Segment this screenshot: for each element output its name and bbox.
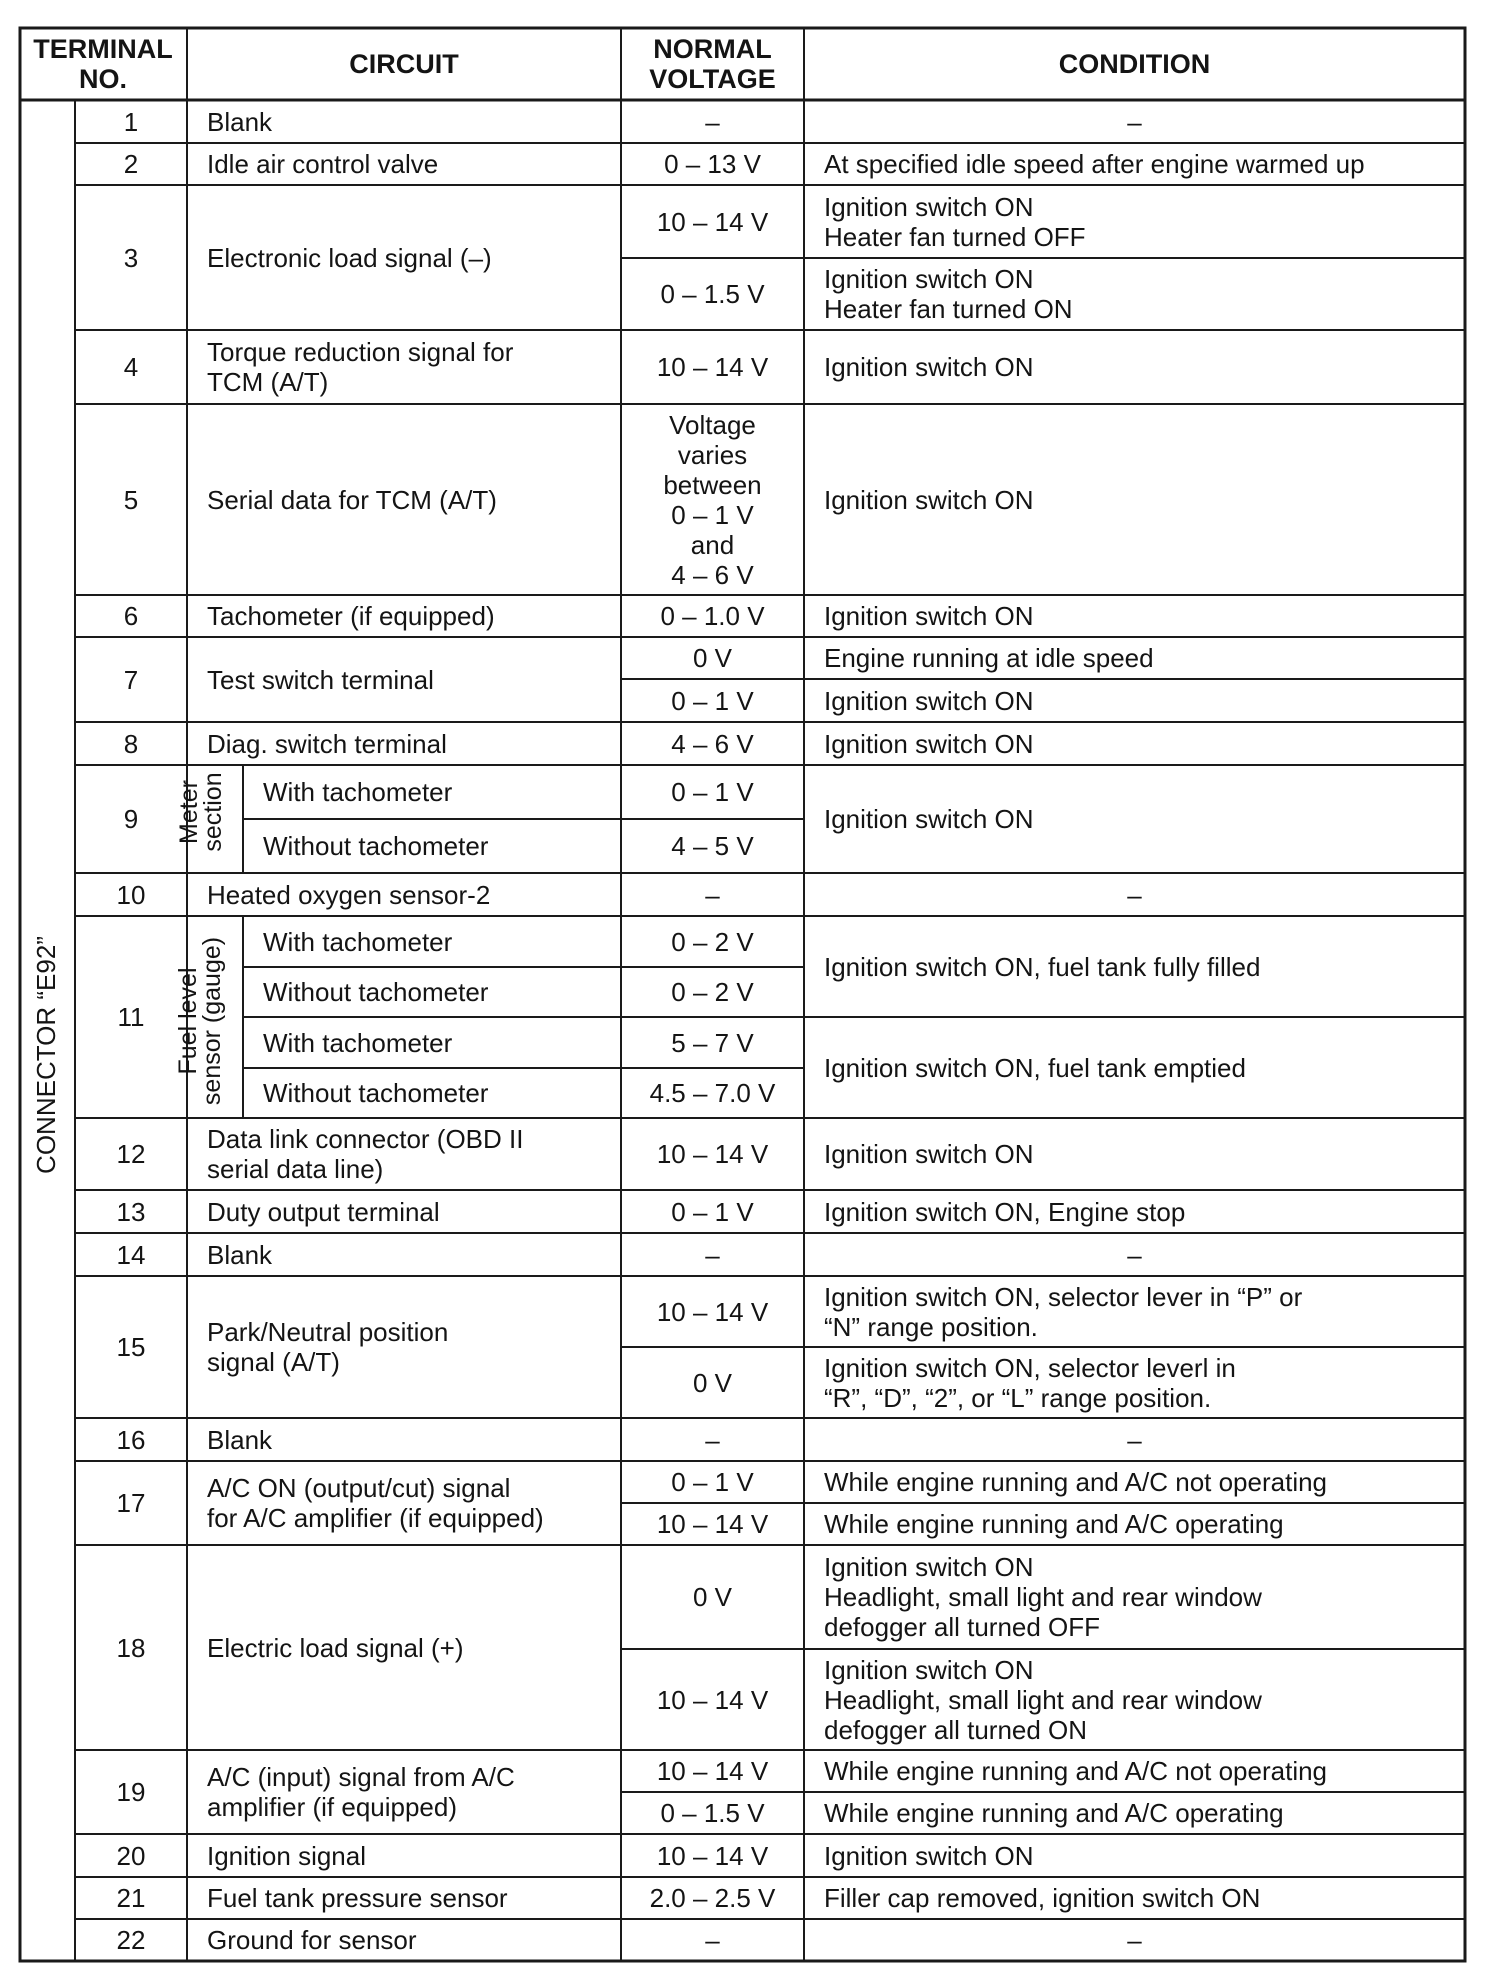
- circuit-name: Tachometer (if equipped): [207, 601, 495, 631]
- condition: –: [1127, 1239, 1142, 1270]
- normal-voltage: 0 – 2 V: [671, 977, 754, 1007]
- normal-voltage: Voltage varies between 0 – 1 V and 4 – 6 V: [663, 409, 762, 590]
- terminal-number: 11: [117, 1002, 145, 1032]
- circuit-name: Blank: [207, 1424, 273, 1455]
- circuit-name: A/C ON (output/cut) signal for A/C amplifier (if equipped): [207, 1473, 544, 1533]
- normal-voltage: 0 – 1.0 V: [660, 601, 765, 631]
- circuit-name: Idle air control valve: [207, 149, 439, 179]
- terminal-number: 4: [123, 352, 139, 382]
- terminal-number: 19: [116, 1777, 146, 1807]
- normal-voltage: 0 V: [692, 1582, 733, 1612]
- circuit-name: Heated oxygen sensor-2: [207, 879, 491, 910]
- normal-voltage: 10 – 14 V: [656, 1509, 769, 1539]
- condition: Ignition switch ON Headlight, small light and rear window defogger all turned ON: [824, 1654, 1262, 1745]
- header-condition: CONDITION: [1058, 49, 1211, 79]
- condition: Ignition switch ON, Engine stop: [824, 1196, 1186, 1227]
- circuit-name: Electronic load signal (–): [207, 242, 492, 273]
- condition: Ignition switch ON, selector leverl in “R”, “D”, “2”, or “L” range position.: [824, 1352, 1236, 1413]
- condition: Ignition switch ON: [824, 601, 1034, 631]
- circuit-name: Duty output terminal: [207, 1196, 440, 1227]
- normal-voltage: 0 – 1 V: [671, 1196, 754, 1227]
- terminal-number: 16: [116, 1424, 146, 1455]
- circuit-name: Diag. switch terminal: [207, 728, 447, 759]
- condition: At specified idle speed after engine warmed up: [824, 149, 1365, 179]
- condition: Ignition switch ON Heater fan turned ON: [824, 264, 1073, 324]
- normal-voltage: 4 – 6 V: [671, 728, 754, 759]
- condition: –: [1127, 1925, 1142, 1955]
- terminal-number: 9: [123, 804, 139, 834]
- sub-circuit: With tachometer: [263, 777, 453, 807]
- fuel-level-sensor-label: Fuel level sensor (gauge): [174, 936, 226, 1106]
- condition: Ignition switch ON, fuel tank fully filled: [824, 951, 1261, 982]
- circuit-name: Data link connector (OBD II serial data line): [207, 1124, 524, 1184]
- normal-voltage: –: [705, 1925, 720, 1955]
- condition: Ignition switch ON, fuel tank emptied: [824, 1052, 1246, 1083]
- normal-voltage: 0 V: [692, 643, 733, 673]
- header-normal-voltage: NORMAL VOLTAGE: [649, 34, 776, 94]
- terminal-number: 21: [116, 1883, 146, 1913]
- normal-voltage: 0 – 13 V: [664, 149, 761, 179]
- header-circuit: CIRCUIT: [349, 49, 459, 79]
- circuit-name: Fuel tank pressure sensor: [207, 1883, 508, 1913]
- condition: Ignition switch ON: [824, 804, 1034, 834]
- sub-circuit: Without tachometer: [263, 977, 489, 1007]
- terminal-number: 5: [123, 484, 139, 515]
- normal-voltage: 0 – 2 V: [671, 926, 754, 957]
- circuit-name: Ignition signal: [207, 1840, 366, 1871]
- header-terminal-no: TERMINAL NO.: [33, 34, 173, 94]
- normal-voltage: 0 – 1 V: [671, 1467, 754, 1497]
- condition: Filler cap removed, ignition switch ON: [824, 1883, 1261, 1913]
- condition: While engine running and A/C not operating: [824, 1756, 1328, 1786]
- condition: Ignition switch ON: [824, 728, 1034, 759]
- terminal-number: 13: [116, 1196, 146, 1227]
- normal-voltage: 5 – 7 V: [671, 1027, 754, 1058]
- terminal-number: 12: [116, 1139, 146, 1169]
- circuit-name: Torque reduction signal for TCM (A/T): [207, 337, 514, 397]
- terminal-number: 22: [116, 1925, 146, 1955]
- condition: Ignition switch ON: [824, 1840, 1034, 1871]
- normal-voltage: 10 – 14 V: [656, 352, 769, 382]
- condition: While engine running and A/C operating: [824, 1509, 1284, 1539]
- terminal-number: 8: [123, 728, 139, 759]
- circuit-name: Electric load signal (+): [207, 1632, 464, 1663]
- condition: –: [1127, 106, 1142, 137]
- normal-voltage: 10 – 14 V: [656, 1684, 769, 1715]
- terminal-number: 17: [116, 1488, 146, 1518]
- terminal-number: 6: [123, 601, 139, 631]
- condition: While engine running and A/C operating: [824, 1798, 1284, 1828]
- normal-voltage: 0 V: [692, 1367, 733, 1398]
- sub-circuit: With tachometer: [263, 1027, 453, 1058]
- normal-voltage: 10 – 14 V: [656, 206, 769, 237]
- connector-label: CONNECTOR “E92”: [31, 936, 61, 1174]
- normal-voltage: 10 – 14 V: [656, 1139, 769, 1169]
- circuit-name: Blank: [207, 1239, 273, 1270]
- normal-voltage: 10 – 14 V: [656, 1840, 769, 1871]
- normal-voltage: –: [705, 879, 720, 910]
- condition: Engine running at idle speed: [824, 643, 1154, 673]
- condition: While engine running and A/C not operating: [824, 1467, 1328, 1497]
- terminal-number: 20: [116, 1840, 146, 1871]
- meter-section-label: Meter section: [175, 772, 227, 852]
- normal-voltage: 4 – 5 V: [671, 831, 754, 861]
- terminal-number: 2: [123, 149, 139, 179]
- terminal-number: 3: [123, 242, 139, 273]
- circuit-name: A/C (input) signal from A/C amplifier (if equipped): [207, 1762, 515, 1822]
- normal-voltage: 0 – 1 V: [671, 777, 754, 807]
- normal-voltage: 0 – 1.5 V: [660, 279, 765, 309]
- condition: Ignition switch ON: [824, 484, 1034, 515]
- normal-voltage: –: [705, 1239, 720, 1270]
- circuit-name: Test switch terminal: [207, 664, 434, 695]
- circuit-name: Serial data for TCM (A/T): [207, 484, 497, 515]
- normal-voltage: 2.0 – 2.5 V: [649, 1883, 776, 1913]
- terminal-number: 1: [123, 106, 139, 137]
- terminal-number: 10: [116, 879, 146, 910]
- condition: Ignition switch ON: [824, 685, 1034, 716]
- normal-voltage: –: [705, 1424, 720, 1455]
- sub-circuit: Without tachometer: [263, 1078, 489, 1108]
- condition: Ignition switch ON Headlight, small light and rear window defogger all turned OFF: [824, 1552, 1262, 1642]
- sub-circuit: Without tachometer: [263, 831, 489, 861]
- terminal-number: 18: [116, 1632, 146, 1663]
- circuit-name: Blank: [207, 106, 273, 137]
- terminal-number: 7: [123, 664, 139, 695]
- normal-voltage: 10 – 14 V: [656, 1756, 769, 1786]
- normal-voltage: –: [705, 106, 720, 137]
- terminal-number: 15: [116, 1332, 146, 1362]
- condition: –: [1127, 879, 1142, 910]
- sub-circuit: With tachometer: [263, 926, 453, 957]
- normal-voltage: 0 – 1.5 V: [660, 1798, 765, 1828]
- condition: –: [1127, 1424, 1142, 1455]
- normal-voltage: 4.5 – 7.0 V: [649, 1078, 776, 1108]
- terminal-number: 14: [116, 1239, 146, 1270]
- condition: Ignition switch ON: [824, 352, 1034, 382]
- condition: Ignition switch ON, selector lever in “P” or “N” range position.: [824, 1281, 1303, 1342]
- normal-voltage: 0 – 1 V: [671, 685, 754, 716]
- circuit-name: Ground for sensor: [207, 1925, 417, 1955]
- condition: Ignition switch ON: [824, 1139, 1034, 1169]
- normal-voltage: 10 – 14 V: [656, 1296, 769, 1327]
- condition: Ignition switch ON Heater fan turned OFF: [824, 191, 1086, 252]
- circuit-name: Park/Neutral position signal (A/T): [207, 1317, 449, 1377]
